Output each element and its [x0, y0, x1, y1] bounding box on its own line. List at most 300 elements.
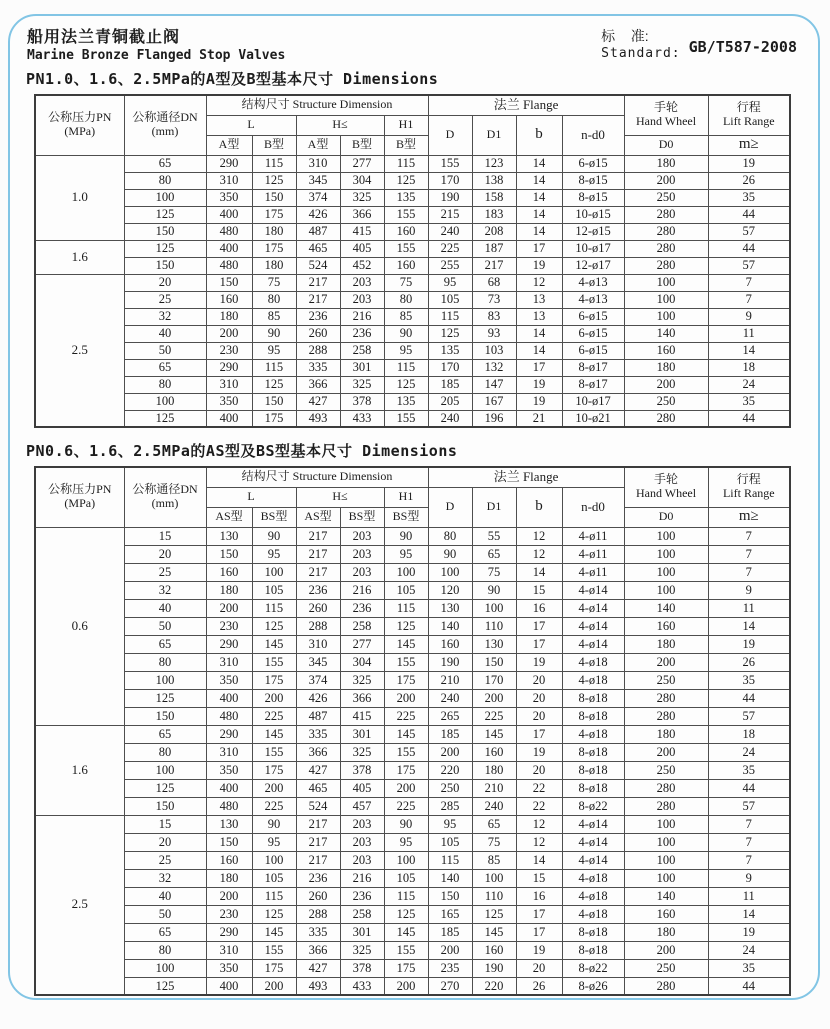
value-cell: 216 — [340, 308, 384, 325]
col-header-lift-en: Lift Range — [722, 486, 775, 501]
value-cell: 280 — [624, 797, 708, 815]
value-cell: 277 — [340, 635, 384, 653]
value-cell: 366 — [340, 689, 384, 707]
value-cell: 378 — [340, 959, 384, 977]
value-cell: 19 — [516, 376, 562, 393]
value-cell: 135 — [384, 189, 428, 206]
value-cell: 260 — [296, 599, 340, 617]
value-cell: 8-ø26 — [562, 977, 624, 995]
value-cell: 325 — [340, 189, 384, 206]
value-cell: 12 — [516, 274, 562, 291]
value-cell: 150 — [206, 274, 252, 291]
value-cell: 12 — [516, 815, 562, 833]
pn-group-cell: 2.5 — [35, 274, 124, 427]
value-cell: 203 — [340, 527, 384, 545]
value-cell: 210 — [472, 779, 516, 797]
table-row — [35, 707, 790, 725]
value-cell: 12-ø15 — [562, 223, 624, 240]
value-cell: 14 — [516, 563, 562, 581]
value-cell: 8-ø18 — [562, 707, 624, 725]
value-cell: 11 — [708, 887, 790, 905]
value-cell: 250 — [624, 393, 708, 410]
value-cell: 90 — [384, 815, 428, 833]
value-cell: 200 — [624, 653, 708, 671]
col-header-lift — [708, 467, 790, 507]
value-cell: 160 — [472, 743, 516, 761]
value-cell: 236 — [340, 325, 384, 342]
value-cell: 280 — [624, 257, 708, 274]
value-cell: 8-ø18 — [562, 743, 624, 761]
col-header-pn-cn: 公称压力PN — [48, 482, 112, 497]
value-cell: 175 — [252, 761, 296, 779]
value-cell: 290 — [206, 359, 252, 376]
value-cell: 115 — [384, 359, 428, 376]
value-cell: 301 — [340, 725, 384, 743]
table-row — [35, 308, 790, 325]
value-cell: 185 — [428, 725, 472, 743]
value-cell: 290 — [206, 155, 252, 172]
value-cell: 44 — [708, 977, 790, 995]
value-cell: 236 — [340, 599, 384, 617]
value-cell: 200 — [252, 689, 296, 707]
value-cell: 374 — [296, 189, 340, 206]
value-cell: 216 — [340, 581, 384, 599]
value-cell: 140 — [624, 599, 708, 617]
value-cell: 20 — [516, 707, 562, 725]
value-cell: 125 — [384, 905, 428, 923]
value-cell: 250 — [624, 761, 708, 779]
value-cell: 17 — [516, 635, 562, 653]
table-row — [35, 274, 790, 291]
value-cell: 100 — [624, 274, 708, 291]
value-cell: 115 — [384, 599, 428, 617]
value-cell: 100 — [472, 599, 516, 617]
section-title-ab: PN1.0、1.6、2.5MPa的A型及B型基本尺寸 Dimensions — [26, 70, 439, 88]
table-row — [35, 635, 790, 653]
table-row — [35, 671, 790, 689]
table-row — [35, 941, 790, 959]
value-cell: 145 — [252, 635, 296, 653]
value-cell: 17 — [516, 617, 562, 635]
col-header-d: D — [428, 487, 472, 527]
value-cell: 110 — [472, 617, 516, 635]
value-cell: 158 — [472, 189, 516, 206]
value-cell: 250 — [624, 959, 708, 977]
col-header-ndo: n-d0 — [562, 487, 624, 527]
value-cell: 16 — [516, 599, 562, 617]
value-cell: 4-ø14 — [562, 599, 624, 617]
value-cell: 14 — [708, 905, 790, 923]
value-cell: 40 — [124, 887, 206, 905]
value-cell: 130 — [206, 815, 252, 833]
value-cell: 203 — [340, 274, 384, 291]
value-cell: 200 — [384, 689, 428, 707]
value-cell: 225 — [252, 707, 296, 725]
value-cell: 80 — [124, 743, 206, 761]
value-cell: 115 — [252, 599, 296, 617]
value-cell: 236 — [296, 869, 340, 887]
value-cell: 200 — [472, 689, 516, 707]
value-cell: 20 — [516, 959, 562, 977]
value-cell: 12 — [516, 527, 562, 545]
value-cell: 160 — [206, 563, 252, 581]
value-cell: 175 — [252, 240, 296, 257]
value-cell: 258 — [340, 905, 384, 923]
value-cell: 480 — [206, 797, 252, 815]
value-cell: 80 — [428, 527, 472, 545]
value-cell: 100 — [252, 563, 296, 581]
col-header-lift-cn: 行程 — [736, 100, 761, 115]
value-cell: 7 — [708, 815, 790, 833]
value-cell: 7 — [708, 274, 790, 291]
col-header-pn — [35, 95, 124, 155]
table-row — [35, 689, 790, 707]
value-cell: 310 — [296, 155, 340, 172]
value-cell: 24 — [708, 941, 790, 959]
value-cell: 80 — [384, 291, 428, 308]
value-cell: 44 — [708, 240, 790, 257]
value-cell: 7 — [708, 833, 790, 851]
value-cell: 105 — [384, 869, 428, 887]
value-cell: 155 — [252, 941, 296, 959]
value-cell: 11 — [708, 325, 790, 342]
value-cell: 10-ø15 — [562, 206, 624, 223]
value-cell: 405 — [340, 779, 384, 797]
table-row — [35, 563, 790, 581]
value-cell: 123 — [472, 155, 516, 172]
value-cell: 115 — [252, 359, 296, 376]
value-cell: 68 — [472, 274, 516, 291]
col-header-dn-unit: (mm) — [151, 496, 179, 511]
value-cell: 95 — [252, 545, 296, 563]
value-cell: 6-ø15 — [562, 308, 624, 325]
value-cell: 4-ø14 — [562, 851, 624, 869]
value-cell: 8-ø15 — [562, 189, 624, 206]
value-cell: 366 — [296, 376, 340, 393]
value-cell: 44 — [708, 689, 790, 707]
table-row — [35, 155, 790, 172]
table-row — [35, 325, 790, 342]
value-cell: 100 — [624, 833, 708, 851]
col-header-dn-unit: (mm) — [151, 124, 179, 139]
col-header-pn-unit: (MPa) — [64, 124, 96, 139]
table-row — [35, 376, 790, 393]
col-header-h: H≤ — [296, 115, 384, 135]
value-cell: 100 — [624, 815, 708, 833]
value-cell: 280 — [624, 206, 708, 223]
table-row — [35, 206, 790, 223]
value-cell: 8-ø17 — [562, 359, 624, 376]
value-cell: 145 — [384, 725, 428, 743]
value-cell: 183 — [472, 206, 516, 223]
pn-group-cell: 1.6 — [35, 725, 124, 815]
value-cell: 90 — [252, 815, 296, 833]
value-cell: 155 — [384, 206, 428, 223]
value-cell: 310 — [206, 653, 252, 671]
value-cell: 17 — [516, 359, 562, 376]
value-cell: 105 — [428, 833, 472, 851]
value-cell: 4-ø18 — [562, 653, 624, 671]
value-cell: 366 — [296, 743, 340, 761]
value-cell: 14 — [516, 172, 562, 189]
value-cell: 115 — [428, 851, 472, 869]
value-cell: 290 — [206, 725, 252, 743]
table-row — [35, 393, 790, 410]
pn-group-cell: 0.6 — [35, 527, 124, 725]
value-cell: 55 — [472, 527, 516, 545]
value-cell: 250 — [624, 189, 708, 206]
value-cell: 20 — [124, 274, 206, 291]
value-cell: 8-ø18 — [562, 923, 624, 941]
value-cell: 100 — [624, 527, 708, 545]
value-cell: 26 — [708, 172, 790, 189]
value-cell: 230 — [206, 342, 252, 359]
value-cell: 125 — [252, 376, 296, 393]
value-cell: 433 — [340, 410, 384, 427]
value-cell: 65 — [472, 545, 516, 563]
col-subheader-type: AS型 — [296, 507, 340, 527]
value-cell: 524 — [296, 797, 340, 815]
value-cell: 290 — [206, 635, 252, 653]
value-cell: 93 — [472, 325, 516, 342]
value-cell: 150 — [206, 545, 252, 563]
value-cell: 165 — [428, 905, 472, 923]
value-cell: 150 — [472, 653, 516, 671]
col-header-h1: H1 — [384, 115, 428, 135]
value-cell: 4-ø14 — [562, 617, 624, 635]
value-cell: 415 — [340, 707, 384, 725]
value-cell: 180 — [624, 725, 708, 743]
table-body-ab — [35, 155, 790, 427]
value-cell: 374 — [296, 671, 340, 689]
value-cell: 44 — [708, 206, 790, 223]
value-cell: 433 — [340, 977, 384, 995]
col-header-lift-en: Lift Range — [722, 114, 775, 129]
value-cell: 350 — [206, 393, 252, 410]
value-cell: 100 — [124, 393, 206, 410]
value-cell: 125 — [384, 376, 428, 393]
value-cell: 20 — [516, 761, 562, 779]
value-cell: 145 — [472, 923, 516, 941]
value-cell: 8-ø18 — [562, 761, 624, 779]
value-cell: 225 — [252, 797, 296, 815]
col-header-handwheel — [624, 467, 708, 507]
value-cell: 110 — [472, 887, 516, 905]
value-cell: 145 — [472, 725, 516, 743]
value-cell: 19 — [516, 941, 562, 959]
value-cell: 280 — [624, 223, 708, 240]
value-cell: 6-ø15 — [562, 325, 624, 342]
value-cell: 225 — [384, 797, 428, 815]
value-cell: 493 — [296, 977, 340, 995]
value-cell: 200 — [252, 977, 296, 995]
value-cell: 415 — [340, 223, 384, 240]
value-cell: 265 — [428, 707, 472, 725]
value-cell: 100 — [384, 851, 428, 869]
value-cell: 200 — [428, 941, 472, 959]
value-cell: 180 — [206, 581, 252, 599]
value-cell: 155 — [384, 743, 428, 761]
table-row — [35, 905, 790, 923]
value-cell: 200 — [428, 743, 472, 761]
value-cell: 19 — [516, 393, 562, 410]
value-cell: 155 — [252, 653, 296, 671]
value-cell: 335 — [296, 359, 340, 376]
col-header-handwheel-cn: 手轮 — [654, 472, 679, 487]
value-cell: 255 — [428, 257, 472, 274]
value-cell: 205 — [428, 393, 472, 410]
table-row — [35, 617, 790, 635]
value-cell: 240 — [472, 797, 516, 815]
value-cell: 280 — [624, 977, 708, 995]
value-cell: 24 — [708, 743, 790, 761]
value-cell: 100 — [124, 671, 206, 689]
value-cell: 258 — [340, 342, 384, 359]
value-cell: 240 — [428, 223, 472, 240]
value-cell: 103 — [472, 342, 516, 359]
col-header-handwheel-cn: 手轮 — [654, 100, 679, 115]
value-cell: 140 — [428, 617, 472, 635]
value-cell: 65 — [124, 725, 206, 743]
value-cell: 125 — [472, 905, 516, 923]
value-cell: 100 — [624, 851, 708, 869]
value-cell: 280 — [624, 707, 708, 725]
col-header-dn-cn: 公称通径DN — [132, 110, 198, 125]
value-cell: 155 — [252, 743, 296, 761]
value-cell: 378 — [340, 761, 384, 779]
value-cell: 180 — [624, 359, 708, 376]
value-cell: 35 — [708, 189, 790, 206]
pn-group-cell: 1.0 — [35, 155, 124, 240]
col-header-d1: D1 — [472, 487, 516, 527]
value-cell: 100 — [124, 761, 206, 779]
value-cell: 10-ø17 — [562, 240, 624, 257]
value-cell: 8-ø22 — [562, 959, 624, 977]
value-cell: 145 — [252, 725, 296, 743]
value-cell: 4-ø14 — [562, 581, 624, 599]
value-cell: 138 — [472, 172, 516, 189]
value-cell: 26 — [516, 977, 562, 995]
value-cell: 366 — [296, 941, 340, 959]
value-cell: 14 — [708, 342, 790, 359]
value-cell: 100 — [124, 959, 206, 977]
standard-label-cn: 标 准: — [601, 28, 649, 44]
col-header-flange: 法兰 Flange — [428, 467, 624, 487]
value-cell: 217 — [296, 274, 340, 291]
value-cell: 80 — [124, 653, 206, 671]
value-cell: 35 — [708, 671, 790, 689]
value-cell: 100 — [252, 851, 296, 869]
value-cell: 175 — [384, 959, 428, 977]
value-cell: 310 — [296, 635, 340, 653]
col-header-m: m≥ — [708, 135, 790, 155]
value-cell: 25 — [124, 291, 206, 308]
value-cell: 345 — [296, 172, 340, 189]
value-cell: 9 — [708, 869, 790, 887]
value-cell: 180 — [252, 257, 296, 274]
value-cell: 32 — [124, 869, 206, 887]
col-header-dn — [124, 95, 206, 155]
col-header-dn-cn: 公称通径DN — [132, 482, 198, 497]
value-cell: 14 — [516, 342, 562, 359]
value-cell: 80 — [252, 291, 296, 308]
value-cell: 185 — [428, 923, 472, 941]
value-cell: 325 — [340, 671, 384, 689]
value-cell: 20 — [124, 545, 206, 563]
col-header-ndo: n-d0 — [562, 115, 624, 155]
table-row — [35, 743, 790, 761]
value-cell: 95 — [252, 833, 296, 851]
value-cell: 18 — [708, 725, 790, 743]
value-cell: 150 — [206, 833, 252, 851]
value-cell: 32 — [124, 581, 206, 599]
product-title-en: Marine Bronze Flanged Stop Valves — [27, 48, 286, 63]
value-cell: 301 — [340, 923, 384, 941]
col-header-pn — [35, 467, 124, 527]
value-cell: 493 — [296, 410, 340, 427]
value-cell: 350 — [206, 959, 252, 977]
col-header-structure: 结构尺寸 Structure Dimension — [206, 467, 428, 487]
value-cell: 19 — [516, 743, 562, 761]
col-subheader-type: A型 — [206, 135, 252, 155]
value-cell: 155 — [384, 941, 428, 959]
value-cell: 155 — [384, 240, 428, 257]
value-cell: 160 — [428, 635, 472, 653]
value-cell: 125 — [252, 905, 296, 923]
value-cell: 90 — [384, 325, 428, 342]
value-cell: 150 — [428, 887, 472, 905]
value-cell: 8-ø18 — [562, 941, 624, 959]
value-cell: 215 — [428, 206, 472, 223]
value-cell: 90 — [384, 527, 428, 545]
value-cell: 115 — [384, 155, 428, 172]
value-cell: 203 — [340, 815, 384, 833]
value-cell: 4-ø18 — [562, 887, 624, 905]
col-header-handwheel — [624, 95, 708, 135]
product-title-cn: 船用法兰青铜截止阀 — [27, 29, 181, 46]
value-cell: 405 — [340, 240, 384, 257]
value-cell: 487 — [296, 223, 340, 240]
value-cell: 65 — [124, 155, 206, 172]
value-cell: 100 — [472, 869, 516, 887]
value-cell: 4-ø13 — [562, 274, 624, 291]
value-cell: 17 — [516, 923, 562, 941]
standard-label-en: Standard: — [601, 46, 681, 61]
value-cell: 75 — [384, 274, 428, 291]
value-cell: 65 — [472, 815, 516, 833]
value-cell: 125 — [384, 172, 428, 189]
value-cell: 160 — [384, 257, 428, 274]
value-cell: 190 — [428, 189, 472, 206]
value-cell: 19 — [516, 653, 562, 671]
table-row — [35, 653, 790, 671]
value-cell: 366 — [340, 206, 384, 223]
value-cell: 217 — [296, 563, 340, 581]
value-cell: 12-ø17 — [562, 257, 624, 274]
value-cell: 95 — [252, 342, 296, 359]
value-cell: 132 — [472, 359, 516, 376]
col-subheader-type: B型 — [252, 135, 296, 155]
value-cell: 270 — [428, 977, 472, 995]
value-cell: 160 — [384, 223, 428, 240]
value-cell: 50 — [124, 342, 206, 359]
value-cell: 95 — [384, 342, 428, 359]
value-cell: 180 — [252, 223, 296, 240]
table-row — [35, 189, 790, 206]
value-cell: 125 — [124, 240, 206, 257]
value-cell: 160 — [624, 905, 708, 923]
table-row — [35, 240, 790, 257]
